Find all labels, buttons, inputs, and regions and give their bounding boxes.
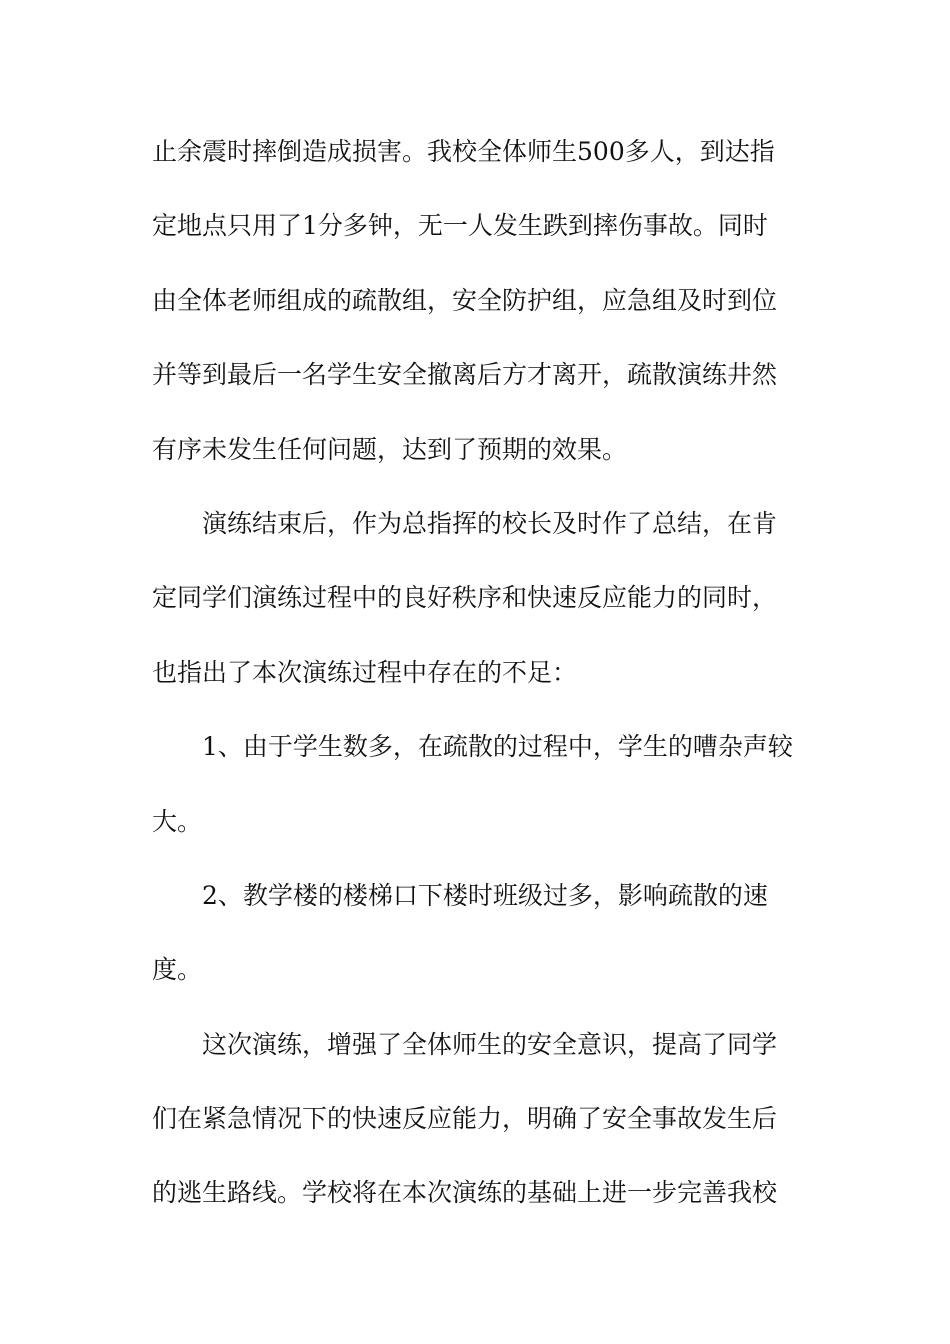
- text-line: 止余震时摔倒造成损害。我校全体师生500多人，到达指: [152, 137, 775, 166]
- text-line: 1、由于学生数多，在疏散的过程中，学生的嘈杂声较: [202, 732, 793, 762]
- text-line: 由全体老师组成的疏散组，安全防护组，应急组及时到位: [152, 285, 778, 315]
- text-line: 并等到最后一名学生安全撤离后方才离开，疏散演练井然: [152, 360, 778, 390]
- text-line: 们在紧急情况下的快速反应能力，明确了安全事故发生后: [152, 1104, 778, 1134]
- text-line: 演练结束后，作为总指挥的校长及时作了总结，在肯: [202, 508, 778, 538]
- text-line: 2、教学楼的楼梯口下楼时班级过多，影响疏散的速: [202, 880, 768, 910]
- text-line: 定同学们演练过程中的良好秩序和快速反应能力的同时，: [152, 583, 778, 613]
- text-line: 也指出了本次演练过程中存在的不足：: [152, 657, 578, 687]
- text-line: 度。: [152, 955, 203, 985]
- body-text: [152, 127, 802, 1243]
- text-line: 定地点只用了1分多钟，无一人发生跌到摔伤事故。同时: [152, 211, 768, 241]
- text-line: 的逃生路线。学校将在本次演练的基础上进一步完善我校: [152, 1178, 778, 1208]
- text-line: 大。: [152, 806, 203, 836]
- text-line: 有序未发生任何问题，达到了预期的效果。: [152, 434, 628, 464]
- text-line: 这次演练，增强了全体师生的安全意识，提高了同学: [202, 1029, 778, 1059]
